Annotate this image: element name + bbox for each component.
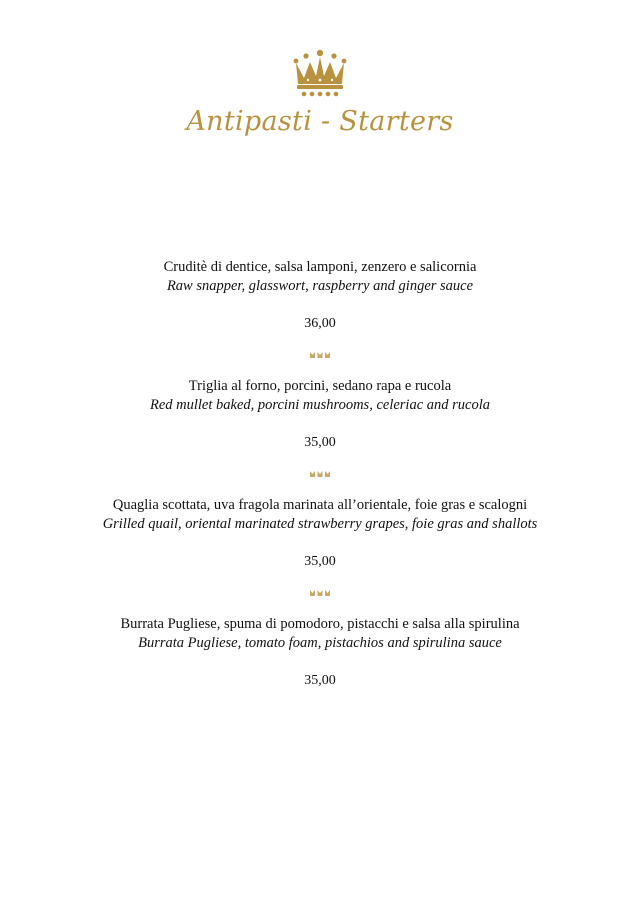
- ornament-icon: [309, 351, 331, 359]
- dish-name-english: Burrata Pugliese, tomato foam, pistachios and spirulina sauce: [138, 635, 502, 651]
- dish-name-italian: Burrata Pugliese, spuma di pomodoro, pistacchi e salsa alla spirulina: [120, 616, 520, 632]
- dish-name-italian: Quaglia scottata, uva fragola marinata all’orientale, foie gras e scalogni: [112, 497, 528, 513]
- dish-name-english: Raw snapper, glasswort, raspberry and ginger sauce: [166, 278, 474, 294]
- dish-name-italian: Triglia al forno, porcini, sedano rapa e rucola: [188, 378, 452, 394]
- dish-name-english: Red mullet baked, porcini mushrooms, celeriac and rucola: [149, 397, 490, 413]
- ornament-divider: [0, 347, 640, 363]
- menu-list: [0, 258, 640, 690]
- ornament-divider: [0, 466, 640, 482]
- menu-item: [0, 496, 640, 571]
- menu-item: [0, 258, 640, 333]
- dish-price: 35,00: [304, 554, 336, 569]
- dish-price: 36,00: [304, 316, 336, 331]
- dish-name-italian: Cruditè di dentice, salsa lamponi, zenzero e salicornia: [163, 259, 477, 275]
- dish-price: 35,00: [304, 435, 336, 450]
- dish-price: 35,00: [304, 673, 336, 688]
- crown-icon: [292, 48, 348, 98]
- dish-name-english: Grilled quail, oriental marinated strawberry grapes, foie gras and shallots: [102, 516, 538, 532]
- ornament-icon: [309, 589, 331, 597]
- ornament-divider: [0, 585, 640, 601]
- section-title: Antipasti - Starters: [186, 106, 454, 137]
- menu-item: [0, 377, 640, 452]
- menu-item: [0, 615, 640, 690]
- ornament-icon: [309, 470, 331, 478]
